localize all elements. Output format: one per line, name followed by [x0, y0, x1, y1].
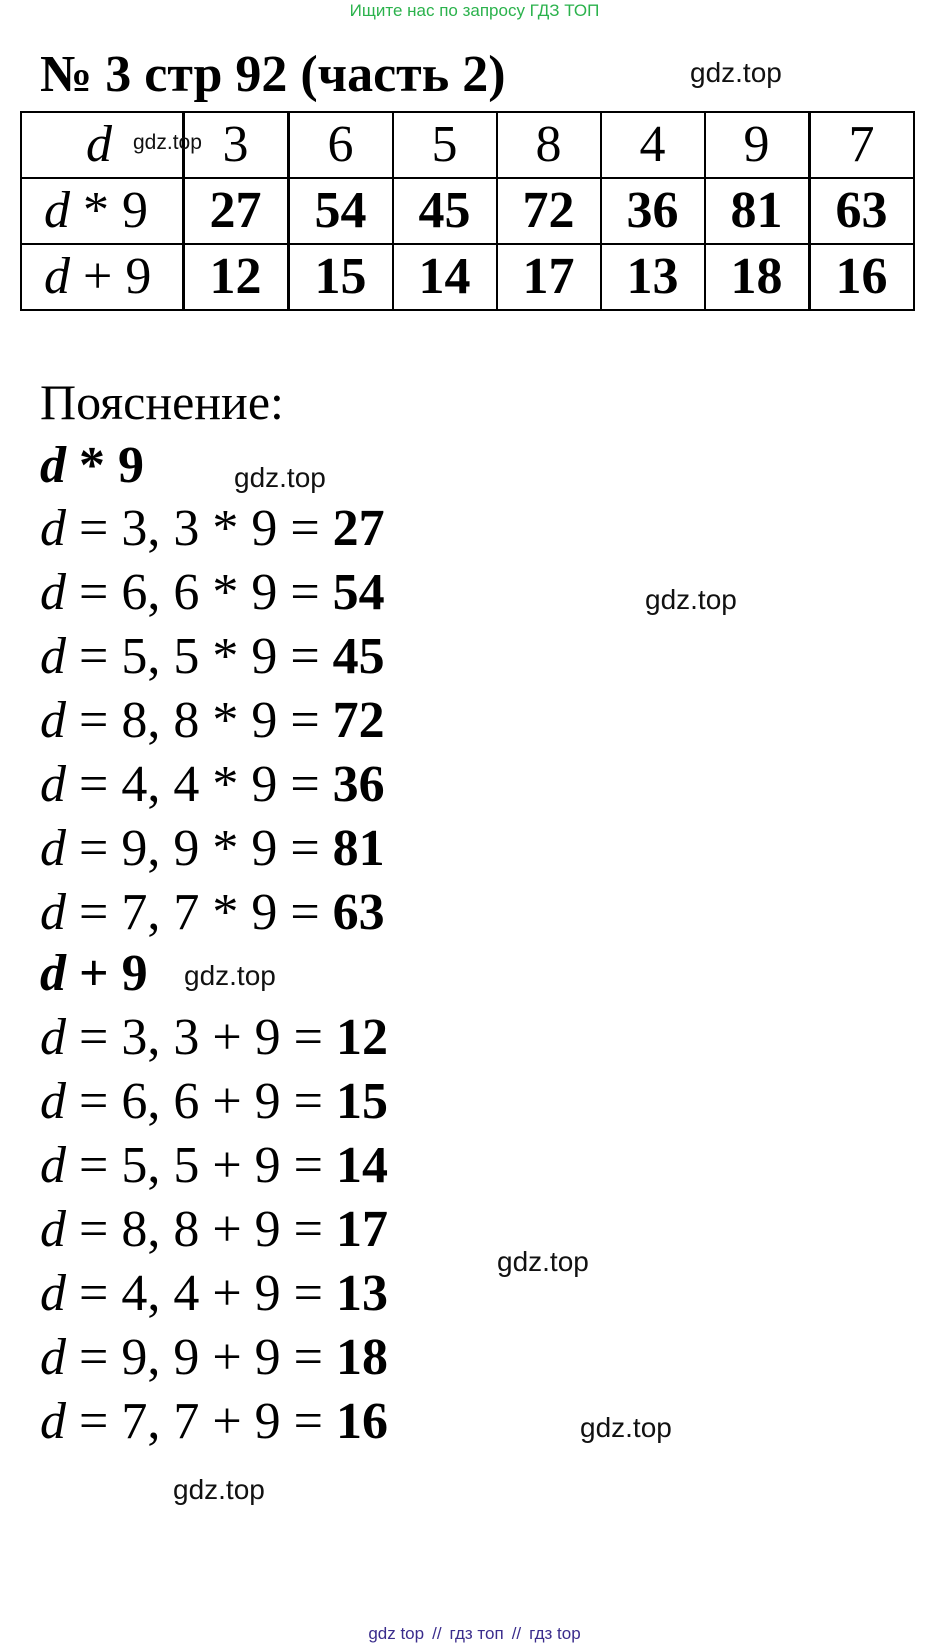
table-row-add — [21, 244, 914, 310]
equation-result: 81 — [332, 820, 385, 877]
watermark: gdz.top — [497, 1246, 589, 1277]
watermark: gdz.top — [133, 131, 202, 154]
row-label-d: d — [21, 112, 183, 178]
equation-var: d — [40, 1265, 66, 1322]
watermark: gdz.top — [184, 960, 276, 991]
table-cell: 15 — [288, 244, 393, 310]
equation-text: = 4, 4 + 9 = — [66, 1265, 336, 1322]
equation-line — [40, 627, 385, 687]
table-cell: 13 — [601, 244, 705, 310]
row-op: * 9 — [83, 182, 148, 239]
footer-link[interactable]: гдз top — [529, 1624, 581, 1643]
equation-line — [40, 1392, 388, 1452]
equation-var: d — [40, 628, 66, 685]
equation-var: d — [40, 1329, 66, 1386]
equation-line — [40, 1072, 388, 1132]
equation-text: = 3, 3 + 9 = — [66, 1009, 336, 1066]
table-cell: 72 — [497, 178, 601, 244]
add-heading — [40, 944, 148, 1004]
equation-result: 18 — [335, 1329, 388, 1386]
equation-var: d — [40, 1201, 66, 1258]
table-cell: 16 — [809, 244, 914, 310]
equation-result: 16 — [335, 1393, 388, 1450]
mul-heading — [40, 436, 144, 496]
equation-var: d — [40, 500, 66, 557]
equation-result: 36 — [332, 756, 385, 813]
equation-result: 13 — [335, 1265, 388, 1322]
equation-line — [40, 755, 385, 815]
table-cell: 45 — [393, 178, 497, 244]
watermark: gdz.top — [690, 57, 782, 88]
row-label-mul — [21, 178, 183, 244]
table-row-mul — [21, 178, 914, 244]
footer-link[interactable]: gdz top — [368, 1624, 425, 1643]
table-cell: 9 — [705, 112, 810, 178]
equation-text: = 6, 6 + 9 = — [66, 1073, 336, 1130]
equation-text: = 5, 5 * 9 = — [66, 628, 333, 685]
equation-result: 63 — [332, 884, 385, 941]
equation-text: = 8, 8 + 9 = — [66, 1201, 336, 1258]
mul-heading-op: * 9 — [79, 437, 144, 494]
equation-var: d — [40, 756, 66, 813]
equation-result: 15 — [335, 1073, 388, 1130]
equation-result: 45 — [332, 628, 385, 685]
equation-var: d — [40, 692, 66, 749]
table-cell: 36 — [601, 178, 705, 244]
table-cell: 27 — [183, 178, 288, 244]
equation-var: d — [40, 1137, 66, 1194]
equation-line — [40, 691, 385, 751]
equation-var: d — [40, 820, 66, 877]
equation-line — [40, 499, 385, 559]
footer-links — [0, 1623, 949, 1645]
table-cell: 6 — [288, 112, 393, 178]
table-cell: 54 — [288, 178, 393, 244]
equation-text: = 9, 9 + 9 = — [66, 1329, 336, 1386]
equation-var: d — [40, 884, 66, 941]
equation-line — [40, 1328, 388, 1388]
equation-text: = 6, 6 * 9 = — [66, 564, 333, 621]
table-cell: 81 — [705, 178, 810, 244]
table-cell: 3 — [183, 112, 288, 178]
equation-result: 72 — [332, 692, 385, 749]
equation-text: = 7, 7 + 9 = — [66, 1393, 336, 1450]
equation-line — [40, 563, 385, 623]
add-heading-var: d — [40, 945, 66, 1002]
equation-text: = 8, 8 * 9 = — [66, 692, 333, 749]
equation-line — [40, 883, 385, 943]
page-title: № 3 стр 92 (часть 2) — [40, 46, 506, 103]
footer-separator: // — [432, 1624, 442, 1643]
equation-var: d — [40, 564, 66, 621]
equation-text: = 5, 5 + 9 = — [66, 1137, 336, 1194]
equation-result: 17 — [335, 1201, 388, 1258]
row-label-add — [21, 244, 183, 310]
equation-line — [40, 1200, 388, 1260]
mul-heading-var: d — [40, 437, 66, 494]
equation-text: = 7, 7 * 9 = — [66, 884, 333, 941]
equation-text: = 9, 9 * 9 = — [66, 820, 333, 877]
equation-var: d — [40, 1073, 66, 1130]
table-cell: 17 — [497, 244, 601, 310]
row-var: d — [44, 248, 70, 305]
equation-line — [40, 1008, 388, 1068]
table-cell: 7 — [809, 112, 914, 178]
equation-result: 54 — [332, 564, 385, 621]
watermark: gdz.top — [173, 1474, 265, 1505]
equation-line — [40, 1264, 388, 1324]
table-cell: 5 — [393, 112, 497, 178]
table-cell: 4 — [601, 112, 705, 178]
row-var: d — [44, 182, 70, 239]
footer-link[interactable]: гдз топ — [449, 1624, 504, 1643]
equation-line — [40, 1136, 388, 1196]
equation-result: 12 — [335, 1009, 388, 1066]
add-heading-op: + 9 — [66, 945, 148, 1002]
equation-result: 14 — [335, 1137, 388, 1194]
table-cell: 12 — [183, 244, 288, 310]
equation-var: d — [40, 1393, 66, 1450]
explanation-heading: Пояснение: — [40, 374, 284, 430]
footer-separator: // — [511, 1624, 522, 1643]
table-cell: 18 — [705, 244, 810, 310]
watermark: gdz.top — [234, 462, 326, 493]
table-cell: 8 — [497, 112, 601, 178]
equation-line — [40, 819, 385, 879]
watermark: gdz.top — [580, 1412, 672, 1443]
table-cell: 14 — [393, 244, 497, 310]
equation-var: d — [40, 1009, 66, 1066]
equation-result: 27 — [332, 500, 385, 557]
watermark: gdz.top — [645, 584, 737, 615]
top-banner[interactable]: Ищите нас по запросу ГДЗ ТОП — [349, 1, 600, 20]
equation-text: = 3, 3 * 9 = — [66, 500, 333, 557]
equation-text: = 4, 4 * 9 = — [66, 756, 333, 813]
row-op: + 9 — [83, 248, 152, 305]
table-cell: 63 — [809, 178, 914, 244]
